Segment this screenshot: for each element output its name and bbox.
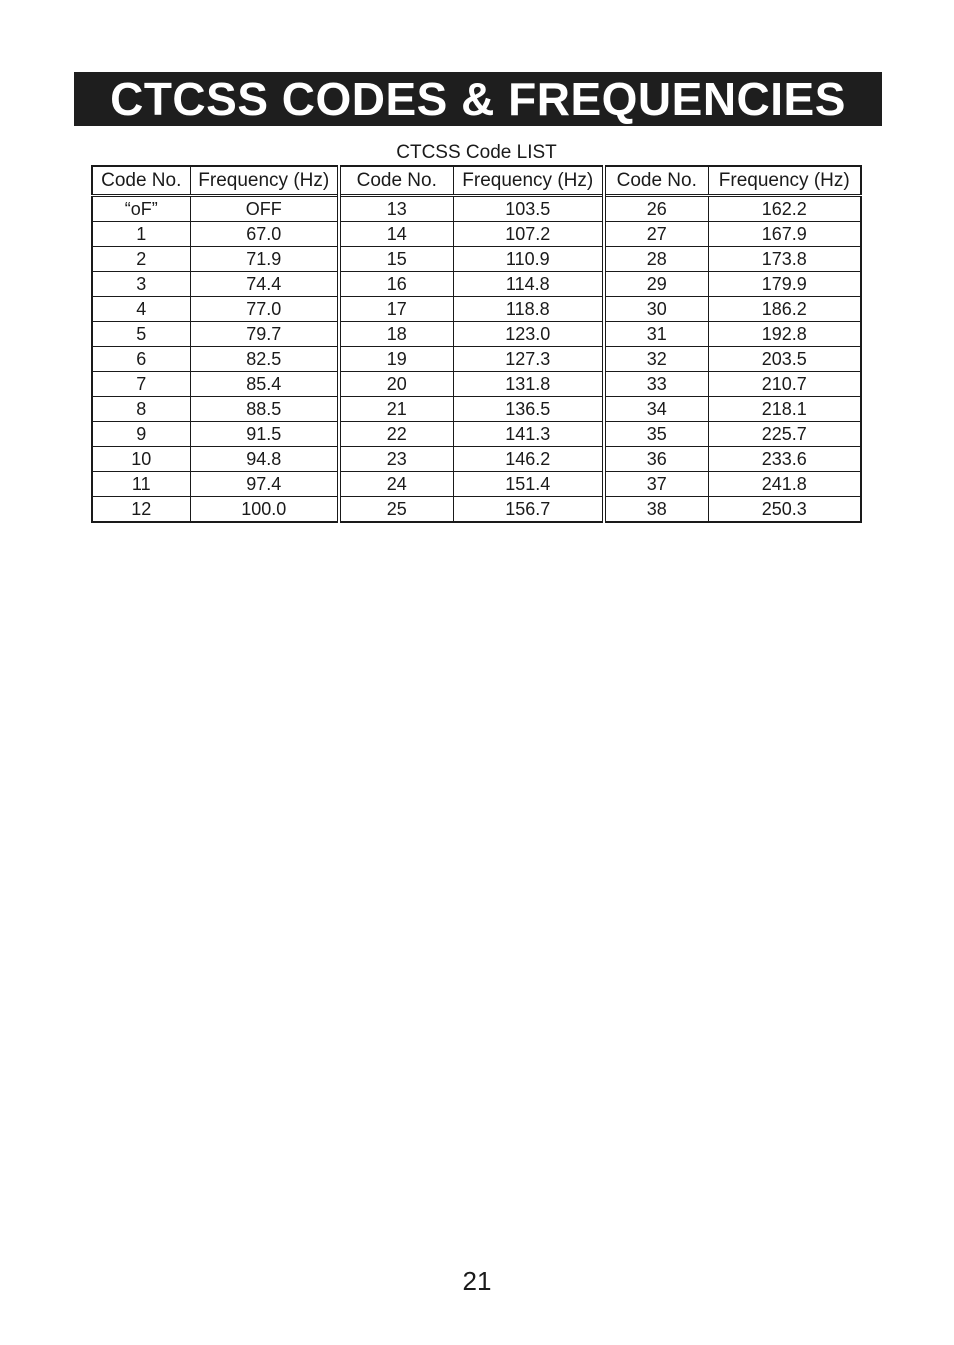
table-row [92, 422, 861, 447]
frequency-cell: 110.9 [453, 247, 604, 272]
frequency-cell: 186.2 [708, 297, 861, 322]
frequency-cell: 82.5 [190, 347, 339, 372]
code-number-cell: 13 [339, 196, 453, 222]
code-number-cell: 17 [339, 297, 453, 322]
table-header-row [92, 166, 861, 196]
frequency-cell: 85.4 [190, 372, 339, 397]
code-number-cell: 20 [339, 372, 453, 397]
code-number-cell: 6 [92, 347, 190, 372]
table-caption: CTCSS Code LIST [396, 142, 557, 163]
column-header: Frequency (Hz) [190, 166, 339, 196]
code-number-cell: 28 [604, 247, 708, 272]
frequency-cell: OFF [190, 196, 339, 222]
frequency-cell: 107.2 [453, 222, 604, 247]
table-row [92, 372, 861, 397]
code-number-cell: 27 [604, 222, 708, 247]
code-number-cell: 7 [92, 372, 190, 397]
frequency-cell: 77.0 [190, 297, 339, 322]
code-number-cell: 30 [604, 297, 708, 322]
frequency-cell: 67.0 [190, 222, 339, 247]
code-number-cell: 9 [92, 422, 190, 447]
column-header: Frequency (Hz) [708, 166, 861, 196]
code-number-cell: 1 [92, 222, 190, 247]
code-number-cell: 4 [92, 297, 190, 322]
frequency-cell: 156.7 [453, 497, 604, 523]
table-row [92, 322, 861, 347]
frequency-cell: 136.5 [453, 397, 604, 422]
frequency-cell: 74.4 [190, 272, 339, 297]
code-number-cell: 11 [92, 472, 190, 497]
frequency-cell: 118.8 [453, 297, 604, 322]
code-number-cell: 26 [604, 196, 708, 222]
frequency-cell: 162.2 [708, 196, 861, 222]
page-title: CTCSS CODES & FREQUENCIES [110, 73, 846, 125]
code-number-cell: 8 [92, 397, 190, 422]
column-header: Frequency (Hz) [453, 166, 604, 196]
frequency-cell: 123.0 [453, 322, 604, 347]
code-number-cell: “oF” [92, 196, 190, 222]
frequency-cell: 203.5 [708, 347, 861, 372]
table-row [92, 447, 861, 472]
frequency-cell: 114.8 [453, 272, 604, 297]
table-row [92, 222, 861, 247]
frequency-cell: 88.5 [190, 397, 339, 422]
table-row [92, 247, 861, 272]
code-number-cell: 37 [604, 472, 708, 497]
frequency-cell: 250.3 [708, 497, 861, 523]
code-number-cell: 32 [604, 347, 708, 372]
frequency-cell: 173.8 [708, 247, 861, 272]
code-number-cell: 22 [339, 422, 453, 447]
column-header: Code No. [92, 166, 190, 196]
frequency-cell: 100.0 [190, 497, 339, 523]
code-number-cell: 35 [604, 422, 708, 447]
frequency-cell: 127.3 [453, 347, 604, 372]
frequency-cell: 167.9 [708, 222, 861, 247]
frequency-cell: 103.5 [453, 196, 604, 222]
code-number-cell: 3 [92, 272, 190, 297]
table-body [92, 166, 861, 522]
frequency-cell: 225.7 [708, 422, 861, 447]
code-number-cell: 29 [604, 272, 708, 297]
table-row [92, 297, 861, 322]
code-number-cell: 14 [339, 222, 453, 247]
code-number-cell: 21 [339, 397, 453, 422]
frequency-cell: 192.8 [708, 322, 861, 347]
code-number-cell: 33 [604, 372, 708, 397]
code-number-cell: 19 [339, 347, 453, 372]
code-number-cell: 2 [92, 247, 190, 272]
frequency-cell: 151.4 [453, 472, 604, 497]
frequency-cell: 131.8 [453, 372, 604, 397]
ctcss-code-table [91, 165, 862, 523]
table-row [92, 397, 861, 422]
code-number-cell: 5 [92, 322, 190, 347]
frequency-cell: 179.9 [708, 272, 861, 297]
table-row [92, 196, 861, 222]
table-row [92, 272, 861, 297]
frequency-cell: 97.4 [190, 472, 339, 497]
code-number-cell: 31 [604, 322, 708, 347]
code-number-cell: 18 [339, 322, 453, 347]
code-number-cell: 34 [604, 397, 708, 422]
column-header: Code No. [339, 166, 453, 196]
frequency-cell: 91.5 [190, 422, 339, 447]
code-number-cell: 16 [339, 272, 453, 297]
table-row [92, 497, 861, 523]
code-number-cell: 24 [339, 472, 453, 497]
column-header: Code No. [604, 166, 708, 196]
frequency-cell: 94.8 [190, 447, 339, 472]
frequency-cell: 146.2 [453, 447, 604, 472]
title-banner [74, 72, 882, 126]
code-number-cell: 36 [604, 447, 708, 472]
page-number: 21 [462, 1266, 492, 1296]
table-row [92, 472, 861, 497]
frequency-cell: 141.3 [453, 422, 604, 447]
code-number-cell: 38 [604, 497, 708, 523]
frequency-cell: 71.9 [190, 247, 339, 272]
code-number-cell: 10 [92, 447, 190, 472]
code-number-cell: 25 [339, 497, 453, 523]
frequency-cell: 210.7 [708, 372, 861, 397]
frequency-cell: 218.1 [708, 397, 861, 422]
frequency-cell: 241.8 [708, 472, 861, 497]
code-number-cell: 23 [339, 447, 453, 472]
code-number-cell: 12 [92, 497, 190, 523]
frequency-cell: 79.7 [190, 322, 339, 347]
code-number-cell: 15 [339, 247, 453, 272]
frequency-cell: 233.6 [708, 447, 861, 472]
table-row [92, 347, 861, 372]
